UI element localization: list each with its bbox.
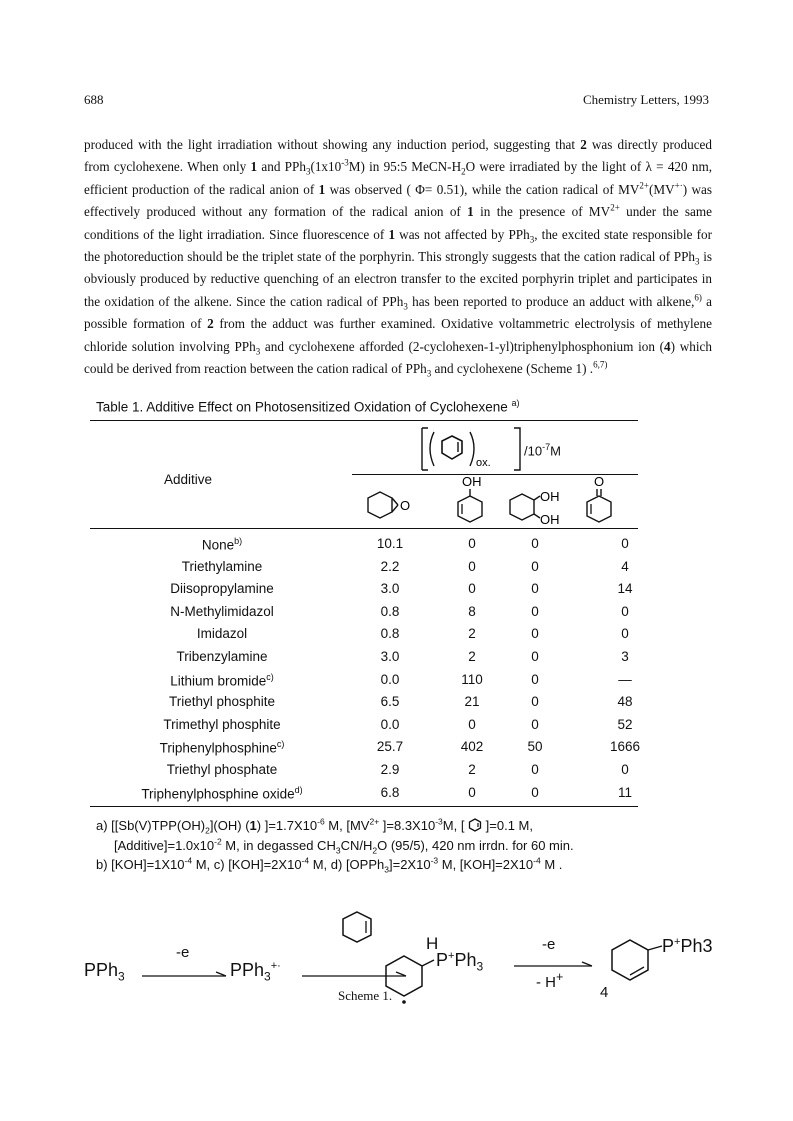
value-cell-v3: 0	[531, 581, 539, 597]
diol-oh-label-1: OH	[540, 489, 560, 504]
value-cell-v1: 6.5	[380, 694, 400, 710]
value-cell-v3: 50	[527, 739, 543, 755]
value-cell-v1: 3.0	[380, 581, 400, 597]
table-row	[90, 694, 638, 717]
epoxide-o-label: O	[400, 498, 411, 513]
value-cell-v1: 0.8	[380, 626, 400, 642]
value-cell-v3: 0	[531, 558, 539, 574]
value-cell-v1: 0.0	[380, 671, 400, 687]
value-cell-v4: 3	[621, 648, 629, 664]
table-body	[90, 536, 641, 807]
table-footnotes	[96, 816, 736, 875]
additive-cell: Triethyl phosphite	[168, 694, 276, 710]
value-cell-v2: 2	[468, 626, 476, 642]
value-cell-v4: 0	[621, 603, 629, 619]
additive-cell: Diisopropylamine	[170, 581, 274, 597]
concentration-unit: $/10^{-7}M$	[524, 442, 561, 459]
value-cell-v2: 0	[468, 558, 476, 574]
additive-column-header: Additive	[164, 472, 213, 487]
value-cell-v4: 4	[621, 558, 629, 574]
cyclohexenone-structure	[574, 474, 624, 528]
value-cell-v2: 0	[468, 581, 476, 597]
ox-subscript: ox.	[476, 457, 491, 469]
adduct-h-label: H	[426, 934, 439, 953]
value-cell-v1: 2.9	[380, 761, 400, 777]
additive-cell: Triphenylphosphine oxide$^{d)}$	[141, 784, 303, 802]
ol-oh-label: OH	[462, 474, 482, 489]
scheme-cation-radical: PPh$_3$+·	[230, 960, 281, 984]
value-cell-v3: 0	[531, 536, 539, 551]
cyclohexene-icon	[343, 912, 371, 942]
table-row	[90, 559, 638, 582]
table-row	[90, 649, 638, 672]
additive-cell: Tribenzylamine	[176, 648, 268, 664]
scheme-pph3: PPh$_3$	[84, 960, 125, 984]
compound-4-label: 4	[600, 984, 609, 1001]
value-cell-v2: 2	[468, 648, 476, 664]
footnote-a: a) [$[Sb(V)TPP(OH)_2](OH)$ (1) ]$=1.7X10^{-6}$ M, [$MV^{2+}$ ]$=8.3X10^{-3}M$, [ ]=0.1 M,	[96, 816, 533, 836]
additive-cell: Trimethyl phosphite	[163, 716, 281, 732]
value-cell-v3: 0	[531, 626, 539, 642]
value-cell-v4: 52	[617, 716, 633, 732]
table-row	[90, 672, 638, 695]
value-cell-v4: 11	[617, 784, 632, 800]
cyclohexanediol-structure	[506, 486, 566, 530]
value-cell-v3: 0	[531, 761, 539, 777]
scheme-1	[80, 900, 720, 1020]
table-row	[90, 785, 638, 808]
scheme-caption: Scheme 1.	[338, 988, 393, 1003]
product-4-phosphonium: P+Ph3	[662, 936, 713, 956]
hexagon-icon	[510, 494, 534, 520]
table-top-rule	[90, 420, 638, 421]
value-cell-v4: 0	[621, 626, 629, 642]
value-cell-v4: 1666	[609, 739, 641, 755]
value-cell-v4: —	[618, 671, 632, 687]
additive-cell: Triphenylphosphine$^{c)}$	[159, 739, 285, 756]
additive-cell: Triethyl phosphate	[166, 761, 278, 777]
value-cell-v3: 0	[531, 784, 539, 800]
value-cell-v2: 110	[461, 671, 483, 687]
value-cell-v1: 6.8	[380, 784, 400, 800]
value-cell-v2: 8	[468, 603, 476, 619]
arrow-1	[142, 966, 232, 986]
cyclohexene-icon	[442, 436, 462, 459]
table-header-rule	[90, 528, 638, 529]
value-cell-v1: 2.2	[380, 558, 400, 574]
additive-cell: Triethylamine	[181, 558, 263, 574]
value-cell-v4: 0	[621, 536, 629, 551]
journal-header: Chemistry Letters, 1993	[582, 92, 709, 107]
additive-cell: Lithium bromide$^{c)}$	[170, 671, 274, 689]
paren-right	[470, 432, 474, 466]
enone-o-label: O	[594, 474, 605, 489]
hexagon-icon	[368, 492, 392, 518]
cyclohexenol-structure	[446, 474, 496, 528]
page-number: 688	[84, 92, 104, 107]
value-cell-v2: 0	[468, 536, 476, 551]
step3-bottom-label: - H+	[536, 970, 564, 991]
table-caption: Table 1. Additive Effect on Photosensitized Oxidation of Cyclohexene $^{a)}$	[96, 398, 520, 415]
value-cell-v3: 0	[531, 694, 539, 710]
table-row	[90, 604, 638, 627]
value-cell-v2: 2	[468, 761, 476, 777]
value-cell-v4: 0	[621, 761, 629, 777]
cyclohexene-oxide-structure	[364, 486, 424, 526]
value-cell-v3: 0	[531, 648, 539, 664]
value-cell-v4: 48	[617, 694, 633, 710]
diol-oh-label-2: OH	[540, 512, 560, 527]
table-row	[90, 581, 638, 604]
outer-bracket-left	[422, 428, 428, 470]
table-row	[90, 536, 638, 559]
footnote-a-continued: $[Additive]=1.0x10^{-2}$ M, in degassed $CH_3CN/H_2O$ (95/5), 420 nm irrdn. for 60 min.	[114, 836, 574, 856]
product-4-structure	[606, 920, 666, 1000]
additive-cell: None$^{b)}$	[201, 536, 243, 553]
value-cell-v1: 0.8	[380, 603, 400, 619]
body-paragraph: produced with the light irradiation without showing any induction period, suggesting that 2 was directly produced from cyclohexene. When only 1 and $PPh_3(1x10^{-3}M)$ in 95:5 MeCN-$H_2O$ were irradiated by the light of λ = 420 nm, efficient production of the radical anion of 1 was observed ( Φ= 0.51), while the cation radical of $MV^{2+}(MV^{+\cdot})$ was effectively produced without any formation of the radical anion of 1 in the presence of $MV^{2+}$ under the same conditions of the light irradiation. Since fluorescence of 1 was not affected by PPh$_3$, the excited state responsible for the photoreduction should be the triplet state of the porphyrin. This strongly suggests that the cation radical of PPh$_3$ is obviously produced by reductive quenching of an electron transfer to the excited porphyrin triplet and participates in the oxidation of the alkene. Since the cation radical of PPh$_3$ has been reported to produce an adduct with alkene,$^{6)}$ a possible formation of 2 from the adduct was further examined. Oxidative voltammetric electrolysis of methylene chloride solution involving PPh$_3$ and cyclohexene afforded (2-cyclohexen-1-yl)triphenylphosphonium ion (4) which could be derived from reaction between the cation radical of PPh$_3$ and cyclohexene (Scheme 1) .$^{6,7)}$	[84, 137, 713, 379]
table-row	[90, 717, 638, 740]
value-cell-v2: 0	[468, 716, 476, 732]
value-cell-v2: 0	[468, 784, 476, 800]
value-cell-v3: 0	[531, 716, 539, 732]
paren-left	[430, 432, 434, 466]
value-cell-v3: 0	[531, 603, 539, 619]
value-cell-v1: 25.7	[376, 739, 404, 755]
adduct-phosphonium: $P^+Ph_3$	[436, 950, 484, 974]
footnote-bcd: b) $[KOH]=1X10^{-4}$ M, c) $[KOH]=2X10^{-4}$ M, d) $[OPPh_3]=2X10^{-3}$ M, $[KOH]=2X10^{-4}$ M .	[96, 855, 563, 875]
additive-cell: N-Methylimidazol	[170, 603, 274, 619]
table-row	[90, 762, 638, 785]
table-bottom-rule	[90, 806, 638, 807]
step3-top-label: -e	[542, 936, 556, 953]
value-cell-v4: 14	[617, 581, 633, 597]
step1-label: -e	[176, 944, 190, 961]
additive-cell: Imidazol	[196, 626, 248, 642]
cyclohexene-ring-icon	[612, 940, 648, 980]
table-row	[90, 739, 641, 762]
value-cell-v1: 3.0	[380, 648, 400, 664]
value-cell-v1: 0.0	[380, 716, 400, 732]
value-cell-v1: 10.1	[376, 536, 404, 551]
cyclohexene-icon	[468, 818, 482, 832]
value-cell-v3: 0	[531, 671, 539, 687]
value-cell-v2: 402	[460, 739, 484, 755]
radical-dot	[402, 1000, 406, 1004]
outer-bracket-right	[514, 428, 520, 470]
table-row	[90, 626, 638, 649]
value-cell-v2: 21	[464, 694, 480, 710]
